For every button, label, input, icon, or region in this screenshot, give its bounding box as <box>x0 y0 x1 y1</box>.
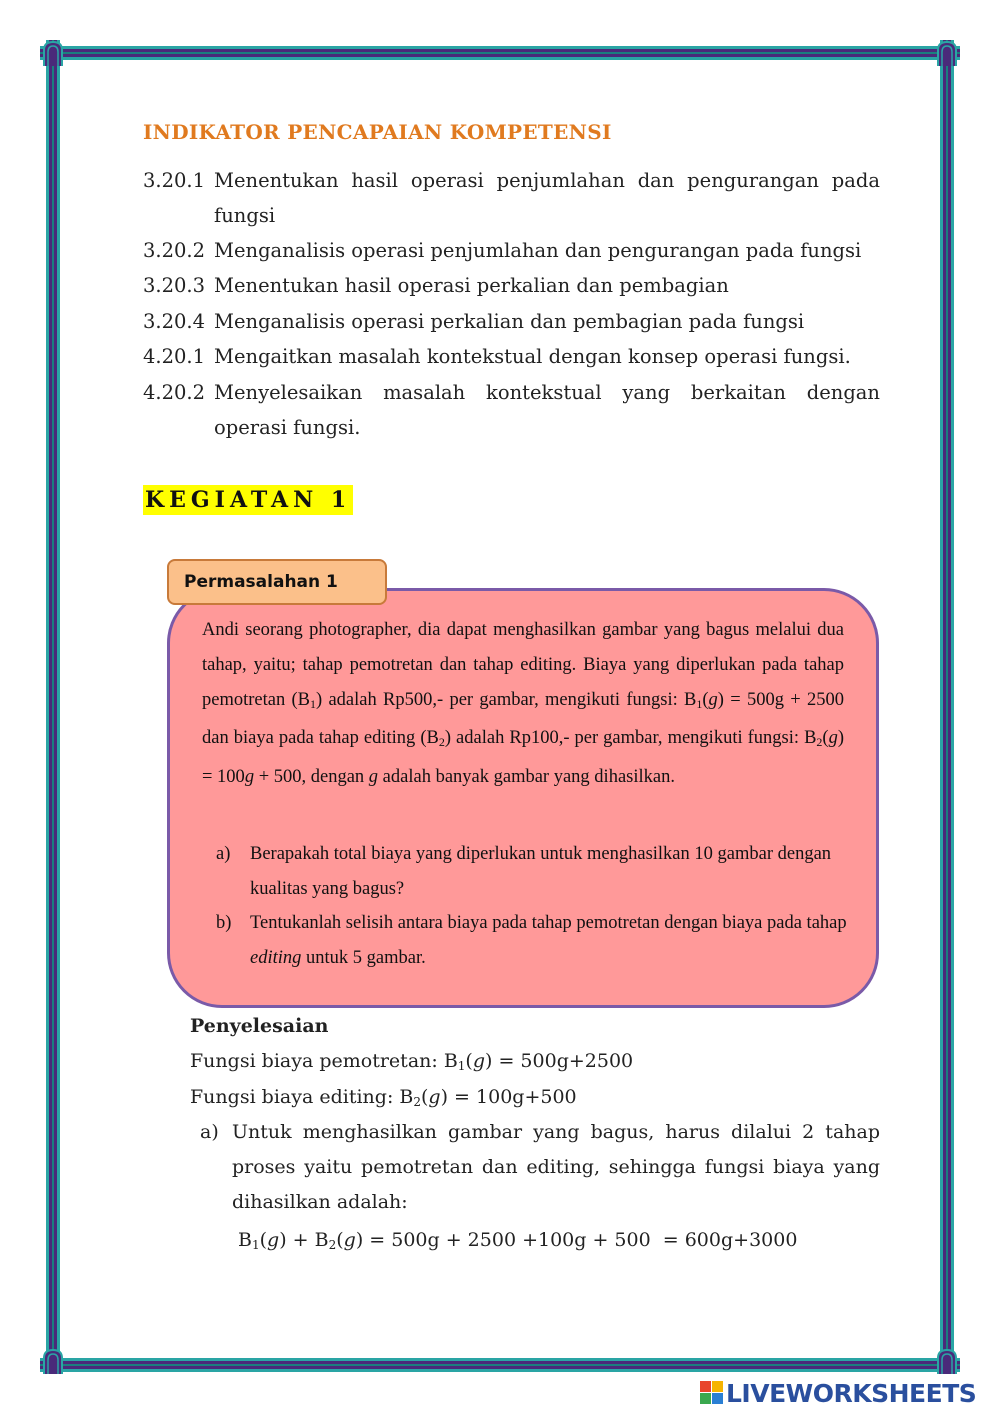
subscript: 2 <box>413 1095 421 1109</box>
logo-text: LIVEWORKSHEETS <box>726 1378 977 1408</box>
problem-text <box>202 613 844 795</box>
formula-part: = 500g + 2500 +100g + 500 = 600g+3000 <box>363 1229 798 1251</box>
question-item <box>216 906 856 976</box>
paren: ( <box>702 689 709 710</box>
indicator-number: 4.20.2 <box>143 381 206 404</box>
variable-g: g <box>368 767 379 788</box>
paren: ( <box>465 1050 473 1072</box>
indicator-text: Menganalisis operasi penjumlahan dan pengurangan pada fungsi <box>214 239 862 262</box>
indicator-text: Menentukan hasil operasi penjumlahan dan pengurangan pada fungsi <box>214 169 880 227</box>
problem-tab: Permasalahan 1 <box>167 559 387 605</box>
variable-g: g <box>428 1086 441 1108</box>
paren: ( <box>822 728 829 749</box>
question-text: Berapakah total biaya yang diperlukan untuk menghasilkan 10 gambar dengan kualitas yang bagus? <box>250 844 832 899</box>
indicator-text: Menentukan hasil operasi perkalian dan pembagian <box>214 274 729 297</box>
corner-ornament-icon <box>936 40 958 68</box>
subscript: 1 <box>696 696 703 711</box>
question-text-part: Tentukanlah selisih antara biaya pada tahap pemotretan dengan biaya pada tahap <box>250 913 847 933</box>
solution-text-part: Fungsi biaya pemotretan: B <box>190 1050 458 1072</box>
variable-g: g <box>708 689 718 710</box>
frame-right-border <box>940 40 954 1370</box>
frame-bottom-border <box>40 1358 960 1372</box>
indicator-number: 3.20.4 <box>143 310 206 333</box>
solution-title: Penyelesaian <box>190 1015 329 1037</box>
liveworksheets-logo[interactable] <box>700 1376 976 1410</box>
subscript: 2 <box>438 735 445 750</box>
subscript: 1 <box>457 1059 466 1073</box>
indicator-text: Mengaitkan masalah kontekstual dengan konsep operasi fungsi. <box>214 345 851 368</box>
question-label: a) <box>216 844 231 864</box>
paren: ) <box>837 728 844 749</box>
corner-ornament-icon <box>42 40 64 68</box>
indicator-item <box>143 339 880 374</box>
solution-text-part: Fungsi biaya editing: B <box>190 1086 414 1108</box>
subscript: 2 <box>328 1238 337 1252</box>
question-item <box>216 837 856 907</box>
paren: ( <box>259 1229 268 1251</box>
page-heading: INDIKATOR PENCAPAIAN KOMPETENSI <box>143 120 612 144</box>
paren: ) <box>440 1086 449 1108</box>
formula-part: B <box>238 1229 252 1251</box>
formula-part: + <box>286 1229 315 1251</box>
indicator-text: Menyelesaikan masalah kontekstual yang berkaitan dengan operasi fungsi. <box>214 381 880 439</box>
variable-g: g <box>472 1050 486 1072</box>
indicator-number: 3.20.1 <box>143 169 206 192</box>
question-label: b) <box>216 913 232 933</box>
paren: ) <box>355 1229 364 1251</box>
indicator-number: 3.20.2 <box>143 239 206 262</box>
indicator-number: 3.20.3 <box>143 274 206 297</box>
problem-text-part: + 500, dengan <box>254 767 369 788</box>
paren: ) <box>717 689 724 710</box>
solution-line <box>190 1080 577 1120</box>
logo-grid-icon <box>700 1381 724 1405</box>
paren: ) <box>279 1229 287 1251</box>
solution-formula <box>238 1223 797 1263</box>
solution-label: a) <box>200 1121 219 1143</box>
corner-ornament-icon <box>936 1348 958 1376</box>
subscript: 2 <box>816 735 823 750</box>
problem-text-part: Andi seorang photographer, dia dapat menghasilkan gambar yang bagus melalui dua tahap, yaitu; tahap pemotretan dan tahap editing. Biaya yang diperlukan pada tahap pemotretan (B <box>202 620 844 710</box>
question-text-part: untuk 5 gambar. <box>301 947 426 968</box>
problem-text-part: ) adalah Rp500,- per gambar, mengikuti fungsi: B <box>316 689 697 710</box>
question-text <box>250 906 856 976</box>
problem-text-part: adalah banyak gambar yang dihasilkan. <box>378 767 675 788</box>
variable-g: g <box>267 1229 280 1251</box>
corner-ornament-icon <box>42 1348 64 1376</box>
indicator-item <box>143 268 880 303</box>
frame-top-border <box>40 46 960 60</box>
variable-g: g <box>244 767 255 788</box>
variable-g: g <box>343 1229 356 1251</box>
formula-part: B <box>314 1229 329 1251</box>
solution-text-part: = 100g+500 <box>448 1086 577 1108</box>
indicator-item <box>143 304 880 339</box>
indicator-text: Menganalisis operasi perkalian dan pembagian pada fungsi <box>214 310 805 333</box>
frame-left-border <box>46 40 60 1370</box>
indicator-item <box>143 163 880 233</box>
solution-text-part: = 500g+2500 <box>492 1050 634 1072</box>
subscript: 1 <box>310 696 317 711</box>
solution-line <box>190 1044 633 1084</box>
problem-text-part: = 500g + 2500 dan biaya pada tahap editing (B <box>202 689 844 749</box>
indicator-item <box>143 233 880 268</box>
subscript: 1 <box>251 1238 260 1252</box>
indicator-number: 4.20.1 <box>143 345 206 368</box>
problem-text-part: ) adalah Rp100,- per gambar, mengikuti fungsi: B <box>444 728 817 749</box>
paren: ( <box>336 1229 344 1251</box>
paren: ) <box>485 1050 493 1072</box>
solution-text: Untuk menghasilkan gambar yang bagus, harus dilalui 2 tahap proses yaitu pemotretan dan editing, sehingga fungsi biaya yang dihasilkan adalah: <box>232 1121 880 1213</box>
indicator-item <box>143 375 880 445</box>
paren: ( <box>421 1086 429 1108</box>
problem-text-part: = 100 <box>202 767 245 788</box>
solution-item <box>200 1115 880 1220</box>
variable-g: g <box>828 728 838 749</box>
activity-label: KEGIATAN 1 <box>145 487 352 513</box>
question-text-emphasis: editing <box>250 947 302 968</box>
